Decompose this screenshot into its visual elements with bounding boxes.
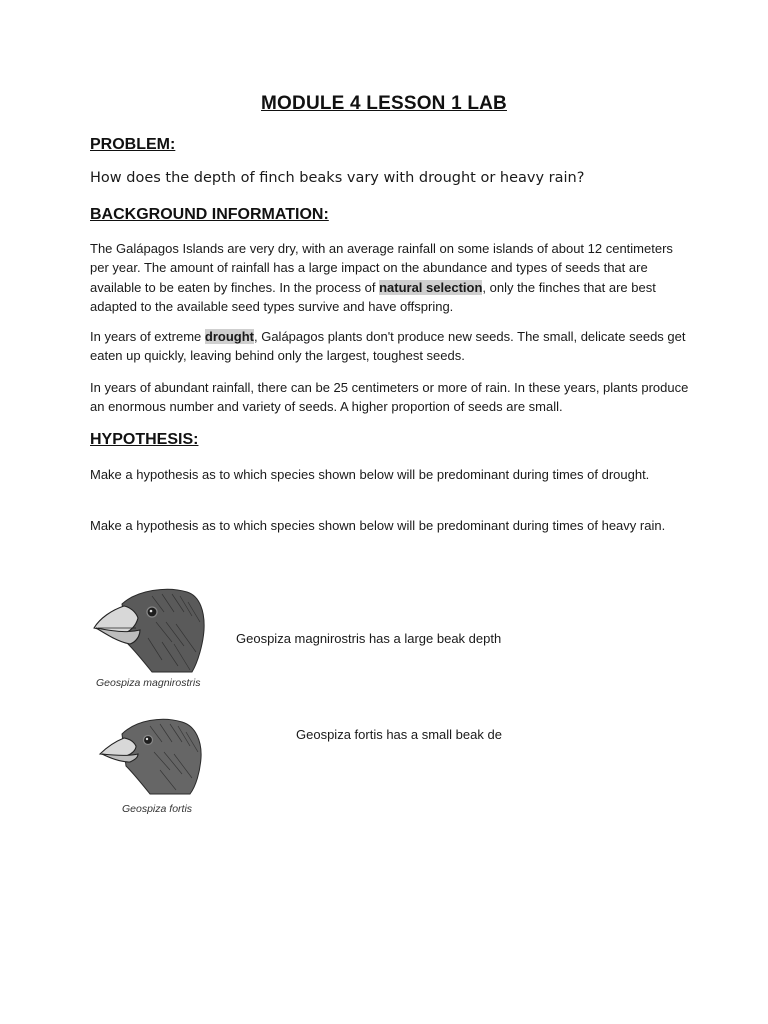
bird-description-fortis: Geospiza fortis has a small beak de xyxy=(296,727,502,742)
hypothesis-heading: HYPOTHESIS: xyxy=(90,431,199,448)
background-paragraph-1 xyxy=(90,239,690,316)
highlight-natural-selection: natural selection xyxy=(379,279,483,295)
background-p1-text-end: , only the finches that are best adapted to the available seed types survive and have offspring. xyxy=(90,279,656,314)
background-p2-text-end: , Galápagos plants don't produce new seeds. The small, delicate seeds get eaten up quickly, leaving behind only the largest, toughest seeds. xyxy=(90,329,686,364)
highlight-drought: drought xyxy=(204,329,254,344)
problem-text: How does the depth of finch beaks vary with drought or heavy rain? xyxy=(90,170,585,186)
background-paragraph-2 xyxy=(90,327,690,366)
problem-heading: PROBLEM: xyxy=(90,136,176,153)
background-paragraph-3: In years of abundant rainfall, there can be 25 centimeters or more of rain. In these years, plants produce an enormous number and variety of seeds. A higher proportion of seeds are small. xyxy=(90,380,689,415)
finch-small-beak-illustration xyxy=(96,712,206,796)
bird-caption-fortis: Geospiza fortis xyxy=(122,803,193,815)
background-p2-text: In years of extreme xyxy=(90,329,205,344)
page-title: MODULE 4 LESSON 1 LAB xyxy=(261,93,507,114)
bird-caption-magnirostris: Geospiza magnirostris xyxy=(96,677,201,689)
hypothesis-paragraph-1: Make a hypothesis as to which species shown below will be predominant during times of drought. xyxy=(90,467,650,482)
hypothesis-paragraph-2: Make a hypothesis as to which species shown below will be predominant during times of heavy rain. xyxy=(90,518,666,533)
background-p1-text: The Galápagos Islands are very dry, with an average rainfall on some islands of about 12 centimeters per year. The amount of rainfall has a large impact on the abundance and types of seeds that are available to be eaten by finches. In the process of xyxy=(90,241,673,295)
bird-description-magnirostris: Geospiza magnirostris has a large beak depth xyxy=(236,631,502,646)
background-heading: BACKGROUND INFORMATION: xyxy=(90,206,329,223)
finch-large-beak-illustration xyxy=(92,582,207,674)
